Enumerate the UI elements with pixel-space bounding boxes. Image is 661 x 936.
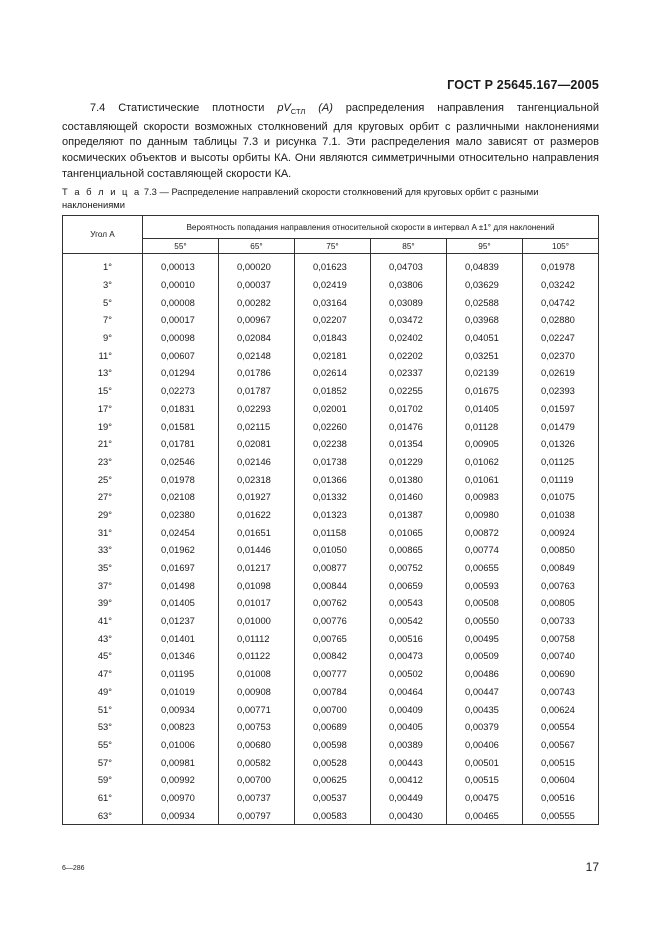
probability-cell: 0,01380 [371,470,447,488]
probability-cell: 0,01112 [219,629,295,647]
probability-cell: 0,01098 [219,576,295,594]
table-row [63,700,599,718]
probability-cell: 0,02247 [523,329,599,347]
angle-cell: 33° [63,541,143,559]
probability-cell: 0,01075 [523,488,599,506]
probability-cell: 0,01229 [371,453,447,471]
probability-cell: 0,00797 [219,806,295,824]
table-row [63,382,599,400]
probability-cell: 0,00582 [219,753,295,771]
probability-cell: 0,00752 [371,559,447,577]
table-row [63,559,599,577]
paragraph-number: 7.4 [90,102,106,114]
probability-cell: 0,00753 [219,718,295,736]
probability-cell: 0,00508 [447,594,523,612]
probability-cell: 0,00784 [295,683,371,701]
probability-cell: 0,00934 [143,700,219,718]
probability-cell: 0,03251 [447,346,523,364]
probability-cell: 0,00690 [523,665,599,683]
probability-cell: 0,00823 [143,718,219,736]
probability-cell: 0,02148 [219,346,295,364]
table-row [63,629,599,647]
probability-cell: 0,01017 [219,594,295,612]
probability-cell: 0,02084 [219,329,295,347]
probability-cell: 0,01346 [143,647,219,665]
probability-cell: 0,00680 [219,736,295,754]
probability-cell: 0,01479 [523,417,599,435]
angle-cell: 23° [63,453,143,471]
probability-cell: 0,00872 [447,523,523,541]
probability-cell: 0,00655 [447,559,523,577]
angle-cell: 61° [63,789,143,807]
probability-cell: 0,01237 [143,612,219,630]
probability-cell: 0,01019 [143,683,219,701]
probability-cell: 0,02146 [219,453,295,471]
probability-cell: 0,00509 [447,647,523,665]
angle-cell: 5° [63,293,143,311]
angle-cell: 7° [63,311,143,329]
angle-cell: 1° [63,258,143,276]
probability-cell: 0,01217 [219,559,295,577]
table-row [63,470,599,488]
table-row [63,346,599,364]
probability-cell: 0,00389 [371,736,447,754]
angle-cell: 19° [63,417,143,435]
probability-cell: 0,01405 [143,594,219,612]
probability-cell: 0,03242 [523,276,599,294]
table-row [63,293,599,311]
probability-cell: 0,00501 [447,753,523,771]
angle-cell: 57° [63,753,143,771]
symbol-argument: (A) [305,102,333,114]
probability-cell: 0,00689 [295,718,371,736]
probability-cell: 0,00475 [447,789,523,807]
probability-cell: 0,02546 [143,453,219,471]
probability-cell: 0,01623 [295,258,371,276]
angle-cell: 39° [63,594,143,612]
probability-cell: 0,00844 [295,576,371,594]
probability-cell: 0,02255 [371,382,447,400]
probability-cell: 0,02393 [523,382,599,400]
probability-cell: 0,00008 [143,293,219,311]
probability-cell: 0,01675 [447,382,523,400]
angle-cell: 11° [63,346,143,364]
angle-cell: 3° [63,276,143,294]
probability-cell: 0,01006 [143,736,219,754]
inclination-header: 85° [371,239,447,254]
probability-cell: 0,01787 [219,382,295,400]
probability-cell: 0,01125 [523,453,599,471]
probability-cell: 0,00762 [295,594,371,612]
table-row [63,311,599,329]
angle-cell: 35° [63,559,143,577]
probability-cell: 0,02260 [295,417,371,435]
probability-cell: 0,00464 [371,683,447,701]
probability-cell: 0,00443 [371,753,447,771]
probability-cell: 0,01781 [143,435,219,453]
probability-cell: 0,00850 [523,541,599,559]
symbol-p-v: pV [277,102,291,114]
table-row [63,806,599,824]
probability-cell: 0,02880 [523,311,599,329]
probability-cell: 0,02293 [219,400,295,418]
paragraph-text-start: Статистические плотности [118,102,278,114]
probability-cell: 0,01000 [219,612,295,630]
angle-cell: 25° [63,470,143,488]
probability-cell: 0,02139 [447,364,523,382]
probability-cell: 0,00098 [143,329,219,347]
probability-cell: 0,01702 [371,400,447,418]
probability-cell: 0,03089 [371,293,447,311]
angle-cell: 17° [63,400,143,418]
probability-cell: 0,00740 [523,647,599,665]
table-row [63,506,599,524]
probability-cell: 0,03968 [447,311,523,329]
table-row [63,417,599,435]
table-row [63,488,599,506]
probability-cell: 0,00543 [371,594,447,612]
inclination-header: 95° [447,239,523,254]
probability-cell: 0,00865 [371,541,447,559]
probability-cell: 0,00583 [295,806,371,824]
probability-cell: 0,00970 [143,789,219,807]
angle-cell: 59° [63,771,143,789]
document-header: ГОСТ Р 25645.167—2005 [447,78,599,92]
probability-cell: 0,00554 [523,718,599,736]
inclination-header: 65° [219,239,295,254]
paragraph-text-rest: распределения направления тангенциальной составляющей скорости возможных столкновений для круговых орбит с различными наклонениями определяют по данным таблицы 7.3 и рисунка 7.1. Эти распределения мало зависят от размеров космических объектов и высоты орбиты КА. Они являются симметричными относительно направления тангенциальной составляющей скорости КА. [62,102,599,180]
probability-cell: 0,00774 [447,541,523,559]
table-row [63,753,599,771]
probability-cell: 0,00010 [143,276,219,294]
angle-cell: 53° [63,718,143,736]
probability-cell: 0,01927 [219,488,295,506]
probability-cell: 0,00765 [295,629,371,647]
probability-cell: 0,00604 [523,771,599,789]
probability-cell: 0,00406 [447,736,523,754]
probability-cell: 0,00992 [143,771,219,789]
probability-cell: 0,00537 [295,789,371,807]
probability-cell: 0,02108 [143,488,219,506]
probability-cell: 0,02238 [295,435,371,453]
probability-cell: 0,00528 [295,753,371,771]
probability-cell: 0,00776 [295,612,371,630]
probability-cell: 0,00967 [219,311,295,329]
probability-cell: 0,02614 [295,364,371,382]
footer-print-code: 6—286 [62,865,85,872]
probability-cell: 0,02454 [143,523,219,541]
probability-cell: 0,03806 [371,276,447,294]
table-row [63,665,599,683]
probability-cell: 0,02001 [295,400,371,418]
probability-cell: 0,01786 [219,364,295,382]
angle-cell: 15° [63,382,143,400]
page-number: 17 [585,860,599,874]
probability-cell: 0,00981 [143,753,219,771]
probability-cell: 0,02318 [219,470,295,488]
probability-cell: 0,00430 [371,806,447,824]
probability-cell: 0,01366 [295,470,371,488]
probability-cell: 0,02370 [523,346,599,364]
probability-cell: 0,00037 [219,276,295,294]
paragraph-7-4 [62,101,599,182]
probability-cell: 0,01852 [295,382,371,400]
angle-cell: 63° [63,806,143,824]
probability-cell: 0,01038 [523,506,599,524]
table-row [63,364,599,382]
probability-cell: 0,01446 [219,541,295,559]
probability-cell: 0,00777 [295,665,371,683]
table-row [63,541,599,559]
probability-cell: 0,04051 [447,329,523,347]
probability-cell: 0,02588 [447,293,523,311]
probability-cell: 0,02419 [295,276,371,294]
probability-cell: 0,00980 [447,506,523,524]
symbol-subscript: СТЛ [290,107,306,117]
probability-cell: 0,01158 [295,523,371,541]
probability-cell: 0,00473 [371,647,447,665]
probability-cell: 0,00465 [447,806,523,824]
table-row [63,718,599,736]
probability-cell: 0,01354 [371,435,447,453]
inclination-header: 75° [295,239,371,254]
probability-cell: 0,00598 [295,736,371,754]
angle-cell: 43° [63,629,143,647]
angle-cell: 51° [63,700,143,718]
probability-cell: 0,00412 [371,771,447,789]
probability-cell: 0,00659 [371,576,447,594]
probability-cell: 0,01326 [523,435,599,453]
probability-cell: 0,03472 [371,311,447,329]
probability-cell: 0,02202 [371,346,447,364]
probability-cell: 0,00908 [219,683,295,701]
probability-cell: 0,00877 [295,559,371,577]
probability-cell: 0,04703 [371,258,447,276]
angle-cell: 29° [63,506,143,524]
probability-cell: 0,00771 [219,700,295,718]
probability-cell: 0,00542 [371,612,447,630]
table-row [63,400,599,418]
probability-cell: 0,01332 [295,488,371,506]
probability-cell: 0,02273 [143,382,219,400]
probability-cell: 0,02115 [219,417,295,435]
probability-cell: 0,00516 [371,629,447,647]
probability-cell: 0,02207 [295,311,371,329]
probability-cell: 0,01651 [219,523,295,541]
probability-cell: 0,03164 [295,293,371,311]
angle-cell: 45° [63,647,143,665]
angle-cell: 49° [63,683,143,701]
probability-cell: 0,01831 [143,400,219,418]
probability-cell: 0,01119 [523,470,599,488]
probability-cell: 0,00593 [447,576,523,594]
probability-cell: 0,00017 [143,311,219,329]
probability-cell: 0,01387 [371,506,447,524]
probability-cell: 0,01050 [295,541,371,559]
probability-cell: 0,00700 [219,771,295,789]
angle-cell: 21° [63,435,143,453]
table-row [63,276,599,294]
probability-cell: 0,00805 [523,594,599,612]
probability-cell: 0,01697 [143,559,219,577]
probability-cell: 0,01405 [447,400,523,418]
probability-cell: 0,00983 [447,488,523,506]
probability-cell: 0,00849 [523,559,599,577]
table-row [63,771,599,789]
probability-cell: 0,00486 [447,665,523,683]
distribution-table [62,215,599,825]
angle-cell: 55° [63,736,143,754]
probability-cell: 0,00447 [447,683,523,701]
angle-cell: 37° [63,576,143,594]
probability-cell: 0,01294 [143,364,219,382]
table-row [63,258,599,276]
probability-cell: 0,01323 [295,506,371,524]
probability-cell: 0,00449 [371,789,447,807]
probability-cell: 0,00409 [371,700,447,718]
angle-cell: 41° [63,612,143,630]
inclination-header: 105° [523,239,599,254]
angle-column-header: Угол A [63,216,143,254]
probability-cell: 0,01062 [447,453,523,471]
table-row [63,523,599,541]
table-row [63,435,599,453]
probability-cell: 0,00515 [447,771,523,789]
table-row [63,683,599,701]
probability-cell: 0,01008 [219,665,295,683]
probability-cell: 0,00495 [447,629,523,647]
probability-cell: 0,00282 [219,293,295,311]
table-row [63,647,599,665]
probability-cell: 0,04742 [523,293,599,311]
probability-cell: 0,02402 [371,329,447,347]
probability-cell: 0,01738 [295,453,371,471]
table-caption [62,185,599,211]
probability-cell: 0,01122 [219,647,295,665]
probability-cell: 0,00733 [523,612,599,630]
probability-cell: 0,00405 [371,718,447,736]
probability-cell: 0,00555 [523,806,599,824]
probability-cell: 0,00550 [447,612,523,630]
angle-cell: 9° [63,329,143,347]
probability-cell: 0,01978 [523,258,599,276]
caption-number: 7.3 [141,186,157,197]
probability-cell: 0,00934 [143,806,219,824]
caption-label: Т а б л и ц а [62,186,142,197]
probability-cell: 0,01978 [143,470,219,488]
probability-cell: 0,00020 [219,258,295,276]
probability-cell: 0,01597 [523,400,599,418]
table-row [63,453,599,471]
probability-cell: 0,00924 [523,523,599,541]
table-row [63,736,599,754]
angle-cell: 27° [63,488,143,506]
table-row [63,594,599,612]
probability-cell: 0,00567 [523,736,599,754]
probability-cell: 0,00516 [523,789,599,807]
probability-cell: 0,01061 [447,470,523,488]
probability-cell: 0,00842 [295,647,371,665]
caption-text: — Распределение направлений скорости столкновений для круговых орбит с разными наклонениями [62,186,539,210]
probability-cell: 0,01476 [371,417,447,435]
table-row [63,329,599,347]
probability-cell: 0,02181 [295,346,371,364]
angle-cell: 31° [63,523,143,541]
probability-cell: 0,00379 [447,718,523,736]
probability-cell: 0,01460 [371,488,447,506]
probability-cell: 0,00743 [523,683,599,701]
probability-cell: 0,00700 [295,700,371,718]
inclination-header: 55° [143,239,219,254]
probability-cell: 0,02081 [219,435,295,453]
probability-cell: 0,01401 [143,629,219,647]
table-row [63,789,599,807]
probability-cell: 0,04839 [447,258,523,276]
angle-cell: 47° [63,665,143,683]
probability-cell: 0,03629 [447,276,523,294]
probability-cell: 0,00737 [219,789,295,807]
probability-cell: 0,00515 [523,753,599,771]
probability-cell: 0,00435 [447,700,523,718]
probability-group-header: Вероятность попадания направления относительной скорости в интервал A ±1° для наклонений [143,216,599,239]
probability-cell: 0,00624 [523,700,599,718]
table-row [63,576,599,594]
probability-cell: 0,00502 [371,665,447,683]
probability-cell: 0,00758 [523,629,599,647]
probability-cell: 0,01128 [447,417,523,435]
probability-cell: 0,01498 [143,576,219,594]
table-row [63,612,599,630]
probability-cell: 0,01195 [143,665,219,683]
probability-cell: 0,02380 [143,506,219,524]
angle-cell: 13° [63,364,143,382]
probability-cell: 0,00905 [447,435,523,453]
probability-cell: 0,01843 [295,329,371,347]
probability-cell: 0,01622 [219,506,295,524]
probability-cell: 0,00763 [523,576,599,594]
probability-cell: 0,00625 [295,771,371,789]
probability-cell: 0,02619 [523,364,599,382]
probability-cell: 0,01962 [143,541,219,559]
probability-cell: 0,01581 [143,417,219,435]
probability-cell: 0,00013 [143,258,219,276]
probability-cell: 0,00607 [143,346,219,364]
probability-cell: 0,02337 [371,364,447,382]
probability-cell: 0,01065 [371,523,447,541]
